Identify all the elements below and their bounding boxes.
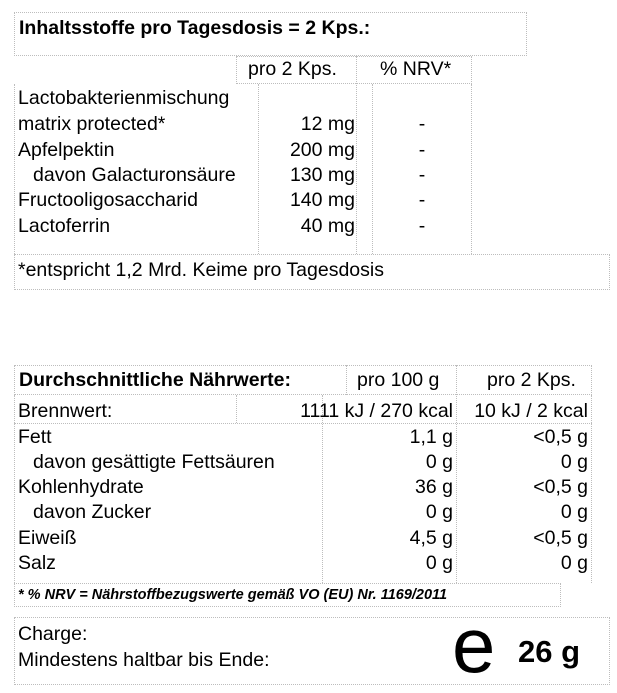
ingredient-nrv: - <box>418 164 426 186</box>
nutrient-per100: 0 g <box>425 451 453 473</box>
net-weight: 26 g <box>518 634 581 669</box>
nutrient-name: Brennwert: <box>18 400 113 422</box>
nutrient-name: Fett <box>18 426 52 448</box>
nutrition-divider <box>236 395 237 423</box>
nutrition-col-2kps: pro 2 Kps. <box>487 369 576 391</box>
ingredient-name: davon Galacturonsäure <box>33 164 236 186</box>
nutrition-divider <box>14 423 592 424</box>
nutrition-divider <box>346 365 347 395</box>
nutrition-col-100g: pro 100 g <box>357 369 440 391</box>
nutrient-per2: 10 kJ / 2 kcal <box>474 400 588 422</box>
ingredients-divider <box>14 84 15 254</box>
ingredients-col-amount: pro 2 Kps. <box>248 58 337 80</box>
ingredients-note: *entspricht 1,2 Mrd. Keime pro Tagesdosis <box>18 259 384 281</box>
nutrient-per2: 0 g <box>560 552 588 574</box>
nutrient-name: davon gesättigte Fettsäuren <box>33 451 275 473</box>
ingredient-nrv: - <box>418 139 426 161</box>
ingredient-amount: 140 mg <box>289 189 355 211</box>
nutrient-per2: <0,5 g <box>533 527 588 549</box>
nutrient-per100: 4,5 g <box>409 527 453 549</box>
nutrient-per2: 0 g <box>560 501 588 523</box>
ingredients-divider <box>258 84 259 254</box>
ingredients-title: Inhaltsstoffe pro Tagesdosis = 2 Kps.: <box>19 17 371 39</box>
nutrient-per2: <0,5 g <box>533 476 588 498</box>
ingredient-amount: 200 mg <box>289 139 355 161</box>
ingredient-nrv: - <box>418 189 426 211</box>
nutrient-per100: 36 g <box>415 476 453 498</box>
ingredient-nrv: - <box>418 113 426 135</box>
charge-label: Charge: <box>18 623 88 645</box>
nutrient-name: davon Zucker <box>33 501 152 523</box>
best-before-label: Mindestens haltbar bis Ende: <box>18 649 270 671</box>
ingredient-amount: 12 mg <box>300 113 355 135</box>
nutrient-per2: 0 g <box>560 451 588 473</box>
nutrient-name: Kohlenhydrate <box>18 476 144 498</box>
ingredient-amount: 40 mg <box>300 215 355 237</box>
nutrient-per100: 0 g <box>425 501 453 523</box>
ingredient-name: Lactobakterienmischung <box>18 87 230 109</box>
ingredients-divider <box>356 56 357 254</box>
nutrient-per100: 1111 kJ / 270 kcal <box>300 400 453 422</box>
nutrient-name: Eiweiß <box>18 527 77 549</box>
ingredient-nrv: - <box>418 215 426 237</box>
ingredient-name: Apfelpektin <box>18 139 115 161</box>
nutrient-name: Salz <box>18 552 56 574</box>
ingredient-amount: 130 mg <box>289 164 355 186</box>
ingredient-name: Lactoferrin <box>18 215 111 237</box>
estimated-sign-icon: e <box>452 601 496 689</box>
nutrient-per100: 0 g <box>425 552 453 574</box>
nutrition-divider <box>456 365 457 583</box>
ingredients-col-nrv: % NRV* <box>380 58 452 80</box>
nutrition-footnote: * % NRV = Nährstoffbezugswerte gemäß VO (EU) Nr. 1169/2011 <box>18 587 448 603</box>
nutrient-per100: 1,1 g <box>409 426 453 448</box>
nutrition-title: Durchschnittliche Nährwerte: <box>19 369 291 391</box>
ingredient-name: matrix protected* <box>18 113 166 135</box>
nutrient-per2: <0,5 g <box>533 426 588 448</box>
ingredient-name: Fructooligosaccharid <box>18 189 198 211</box>
